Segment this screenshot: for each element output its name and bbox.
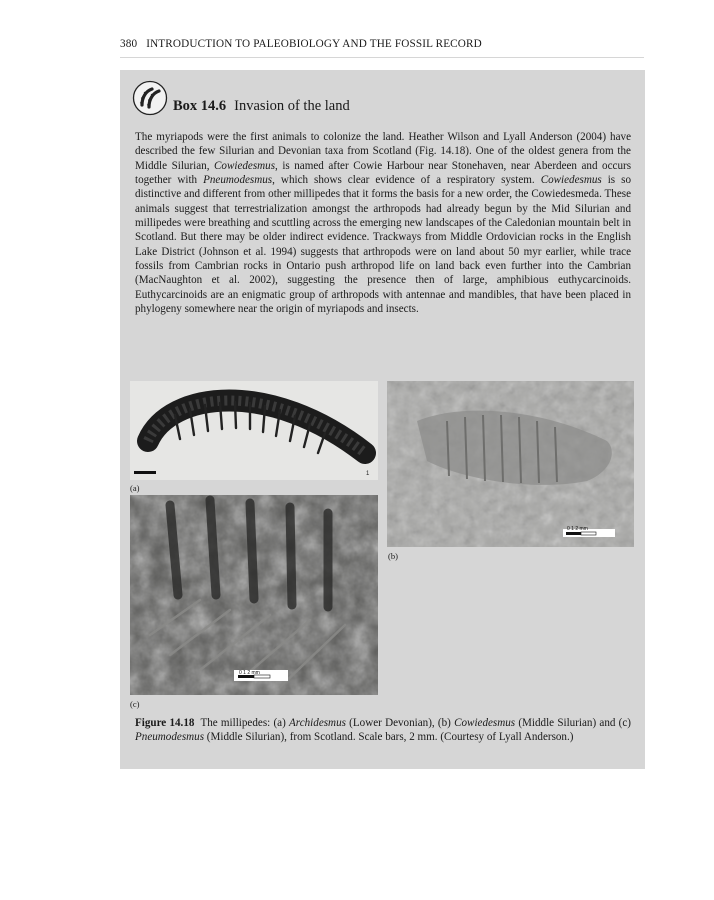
taxon-name: Cowiedesmus — [540, 174, 602, 187]
box-heading — [173, 98, 350, 115]
text-run: (Middle Silurian), from Scotland. Scale bars, 2 mm. (Courtesy of Lyall Anderson.) — [204, 731, 574, 744]
fossil-photo-archidesmus — [130, 381, 378, 480]
taxon-name: Cowiedesmus — [454, 717, 516, 729]
running-head-title: INTRODUCTION TO PALEOBIOLOGY AND THE FOSSIL RECORD — [146, 38, 482, 50]
millipede-emblem-icon — [132, 80, 168, 116]
text-run: , which shows clear evidence of a respiratory system. — [272, 174, 541, 187]
text-run: The millipedes: (a) — [200, 717, 290, 729]
box-title: Invasion of the land — [234, 98, 350, 114]
text-run: The myriapods were the first animals to colonize the land. Heather Wilson and Lyall Anderson (2004) have described the few Silurian and Devonian taxa from Scotland (Fig. 14.18). One of the oldest genera from the Middle Silurian, — [135, 131, 631, 172]
text-run: is so distinctive and different from other millipedes that it forms the basis for a new order, the Cowiedesmeda. These animals suggest that terrestrialization amongst the arthropods had already begun by the Mid Silurian and millipedes were breathing and scuttling across the emerging new landscapes of the Caledonian mountain belt in Scotland. But there may be older indirect evidence. Trackways from Middle Ordovician rocks in the English Lake District (Johnson et al. 1994) suggests that arthropods were on land about 50 myr earlier, while trace fossils from Cambrian rocks in Ontario push arthropod life on land back even further into the Cambrian (MacNaughton et al. 2002), suggesting the presence then of large, amphibious euthycarcinoids. Euthycarcinoids are an enigmatic group of arthropods with antennae and mandibles, that have been placed in phylogeny somewhere near the origin of myriapods and insects. — [135, 174, 631, 316]
text-box — [120, 70, 645, 769]
panel-label-b: (b) — [388, 551, 398, 561]
taxon-name: Pneumodesmus — [135, 731, 205, 744]
scale-label-a: 1 — [366, 471, 370, 477]
fossil-photo-cowiedesmus — [387, 381, 634, 547]
scale-label-c: 0 1 2 mm — [239, 670, 260, 676]
taxon-name: Cowiedesmus — [214, 159, 276, 172]
figure-caption — [135, 716, 631, 745]
text-run: (Lower Devonian), (b) — [345, 717, 455, 729]
figure-caption-text — [135, 717, 631, 743]
taxon-name: Pneumodesmus — [203, 174, 273, 187]
header-rule — [120, 57, 644, 58]
text-run: , is named after Cowie Harbour near Stonehaven, near Aberdeen and occurs together with — [135, 159, 632, 187]
fossil-photo-pneumodesmus — [130, 495, 378, 695]
taxon-name: Archidesmus — [289, 717, 346, 729]
scale-label-b: 0 1 2 mm — [567, 526, 588, 532]
page-number: 380 — [120, 38, 138, 50]
text-run: (Middle Silurian) and (c) — [515, 717, 631, 729]
box-number: Box 14.6 — [173, 98, 227, 114]
figure-label: Figure 14.18 — [135, 717, 195, 729]
panel-label-c: (c) — [130, 699, 140, 709]
box-body-text — [135, 130, 631, 316]
panel-label-a: (a) — [130, 483, 140, 493]
running-head — [120, 38, 644, 50]
